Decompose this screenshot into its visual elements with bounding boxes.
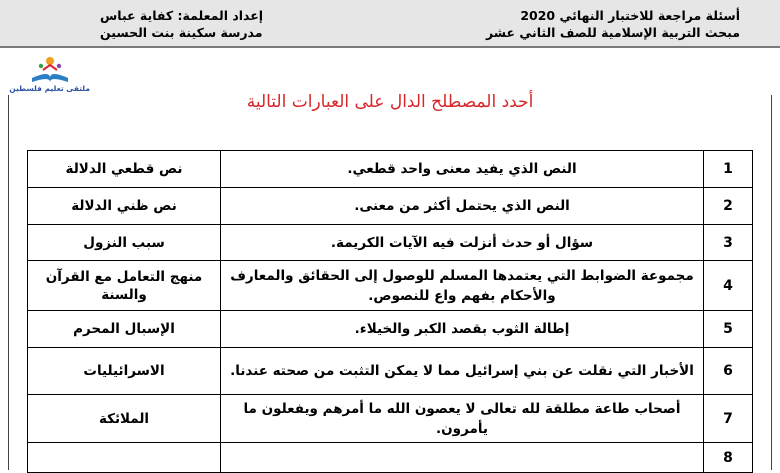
table-row — [28, 261, 753, 311]
term-cell: سبب النزول — [28, 225, 221, 261]
table-row — [28, 188, 753, 225]
worksheet-title: أحدد المصطلح الدال على العبارات التالية — [246, 92, 534, 112]
row-number: 6 — [704, 348, 753, 395]
term-cell: نص قطعي الدلالة — [28, 151, 221, 188]
table-row — [28, 348, 753, 395]
page-header — [0, 0, 780, 48]
table-row — [28, 395, 753, 443]
statement-cell: النص الذي يفيد معنى واحد قطعي. — [221, 151, 704, 188]
term-cell: الإسبال المحرم — [28, 311, 221, 348]
row-number: 7 — [704, 395, 753, 443]
term-cell — [28, 443, 221, 473]
teacher-name: إعداد المعلمة: كفاية عباس — [100, 8, 264, 23]
term-cell: منهج التعامل مع القرآن والسنة — [28, 261, 221, 311]
row-number: 2 — [704, 188, 753, 225]
terms-table — [27, 150, 753, 473]
statement-cell: إطالة الثوب بقصد الكبر والخيلاء. — [221, 311, 704, 348]
table-row — [28, 225, 753, 261]
term-cell: نص ظني الدلالة — [28, 188, 221, 225]
row-number: 3 — [704, 225, 753, 261]
term-cell: الاسرائيليات — [28, 348, 221, 395]
statement-cell: النص الذي يحتمل أكثر من معنى. — [221, 188, 704, 225]
page-border-right — [771, 95, 772, 470]
subject-line: مبحث التربية الإسلامية للصف الثاني عشر — [485, 25, 740, 40]
exam-title: أسئلة مراجعة للاختبار النهائي 2020 — [520, 8, 740, 23]
statement-cell: أصحاب طاعة مطلقة لله تعالى لا يعصون الله ما أمرهم ويفعلون ما يأمرون. — [221, 395, 704, 443]
table-row — [28, 311, 753, 348]
table-row — [28, 443, 753, 473]
row-number: 1 — [704, 151, 753, 188]
statement-cell: الأخبار التي نقلت عن بني إسرائيل مما لا يمكن التثبت من صحته عندنا. — [221, 348, 704, 395]
row-number: 4 — [704, 261, 753, 311]
book-logo-icon — [10, 52, 90, 84]
table-row — [28, 151, 753, 188]
logo-caption: ملتقى تعليم فلسطين — [9, 84, 90, 93]
term-cell: الملائكة — [28, 395, 221, 443]
row-number: 8 — [704, 443, 753, 473]
school-name: مدرسة سكينة بنت الحسين — [100, 25, 263, 40]
row-number: 5 — [704, 311, 753, 348]
statement-cell: مجموعة الضوابط التي يعتمدها المسلم للوصول إلى الحقائق والمعارف والأحكام بفهم واع للنصوص. — [221, 261, 704, 311]
site-logo — [10, 52, 90, 92]
statement-cell — [221, 443, 704, 473]
page-border-left — [8, 95, 9, 470]
statement-cell: سؤال أو حدث أنزلت فيه الآيات الكريمة. — [221, 225, 704, 261]
